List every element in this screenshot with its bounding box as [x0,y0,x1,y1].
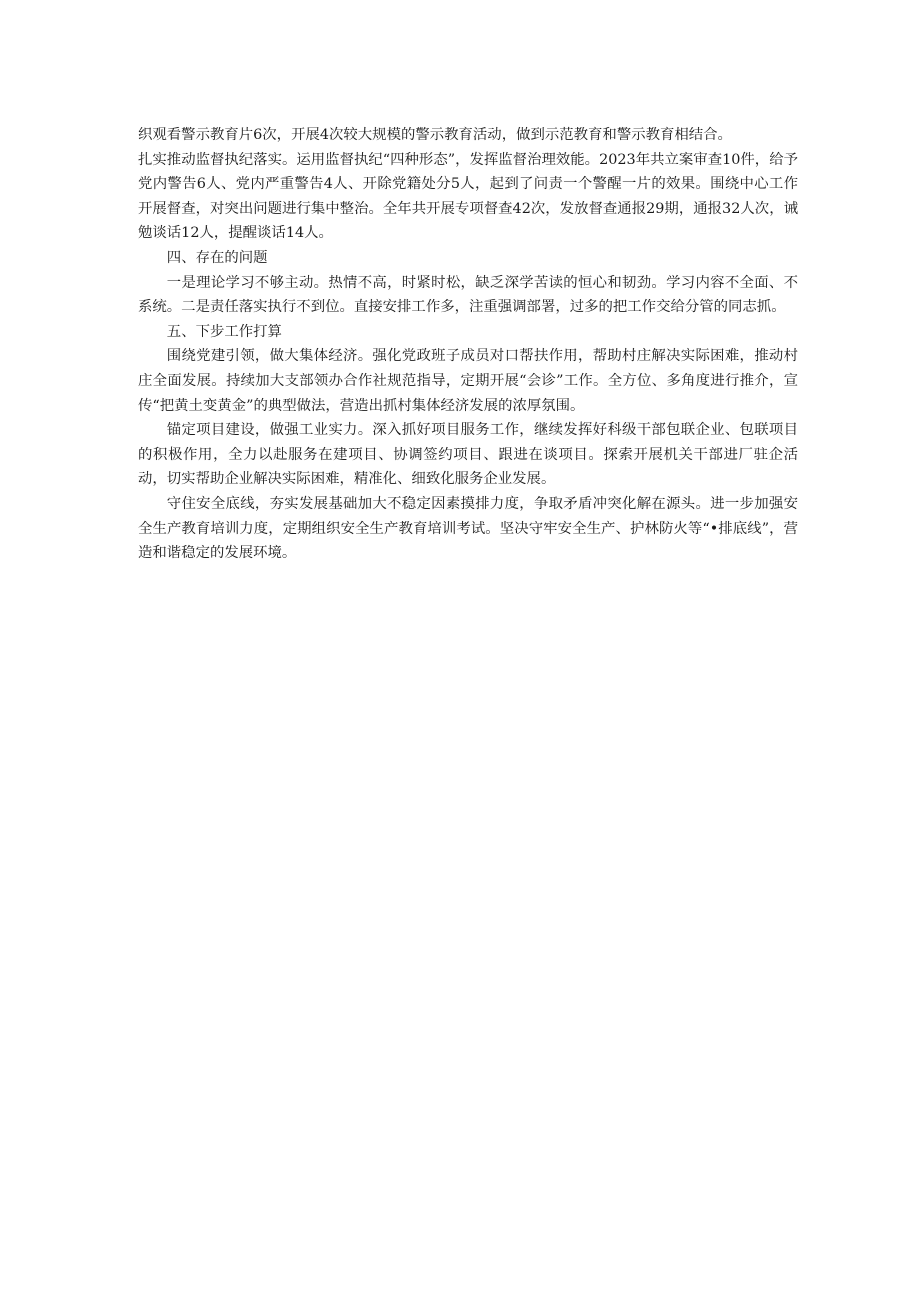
paragraph-problems: 一是理论学习不够主动。热情不高，时紧时松，缺乏深学苦读的恒心和韧劲。学习内容不全面、不系统。二是责任落实执行不到位。直接安排工作多，注重强调部署，过多的把工作交给分管的同志抓。 [138,274,798,316]
paragraph-supervision: 扎实推动监督执纪落实。运用监督执纪“四种形态”，发挥监督治理效能。2023年共立案审查10件，给予党内警告6人、党内严重警告4人、开除党籍处分5人，起到了问责一个警醒一片的效果。围绕中心工作开展督查，对突出问题进行集中整治。全年共开展专项督查42次，发放督查通报29期，通报32人次，诫勉谈话12人，提醒谈话14人。 [138,151,798,242]
paragraph-warning-education: 织观看警示教育片6次，开展4次较大规模的警示教育活动，做到示范教育和警示教育相结合。 [138,127,732,143]
section-heading-next-steps: 五、下步工作打算 [166,323,282,340]
paragraph-party-building: 围绕党建引领，做大集体经济。强化党政班子成员对口帮扶作用，帮助村庄解决实际困难，推动村庄全面发展。持续加大支部领办合作社规范指导，定期开展“会诊”工作。全方位、多角度进行推介，宣传“把黄土变黄金”的典型做法，营造出抓村集体经济发展的浓厚氛围。 [138,348,798,414]
paragraph-safety: 守住安全底线，夯实发展基础加大不稳定因素摸排力度，争取矛盾冲突化解在源头。进一步加强安全生产教育培训力度，定期组织安全生产教育培训考试。坚决守牢安全生产、护林防火等“•排底线”，营造和谐稳定的发展环境。 [138,495,798,562]
document-page [138,123,798,566]
section-heading-problems: 四、存在的问题 [166,249,268,266]
paragraph-project-construction: 锚定项目建设，做强工业实力。深入抓好项目服务工作，继续发挥好科级干部包联企业、包联项目的积极作用，全力以赴服务在建项目、协调签约项目、跟进在谈项目。探索开展机关干部进厂驻企活动，切实帮助企业解决实际困难，精准化、细致化服务企业发展。 [138,422,798,488]
